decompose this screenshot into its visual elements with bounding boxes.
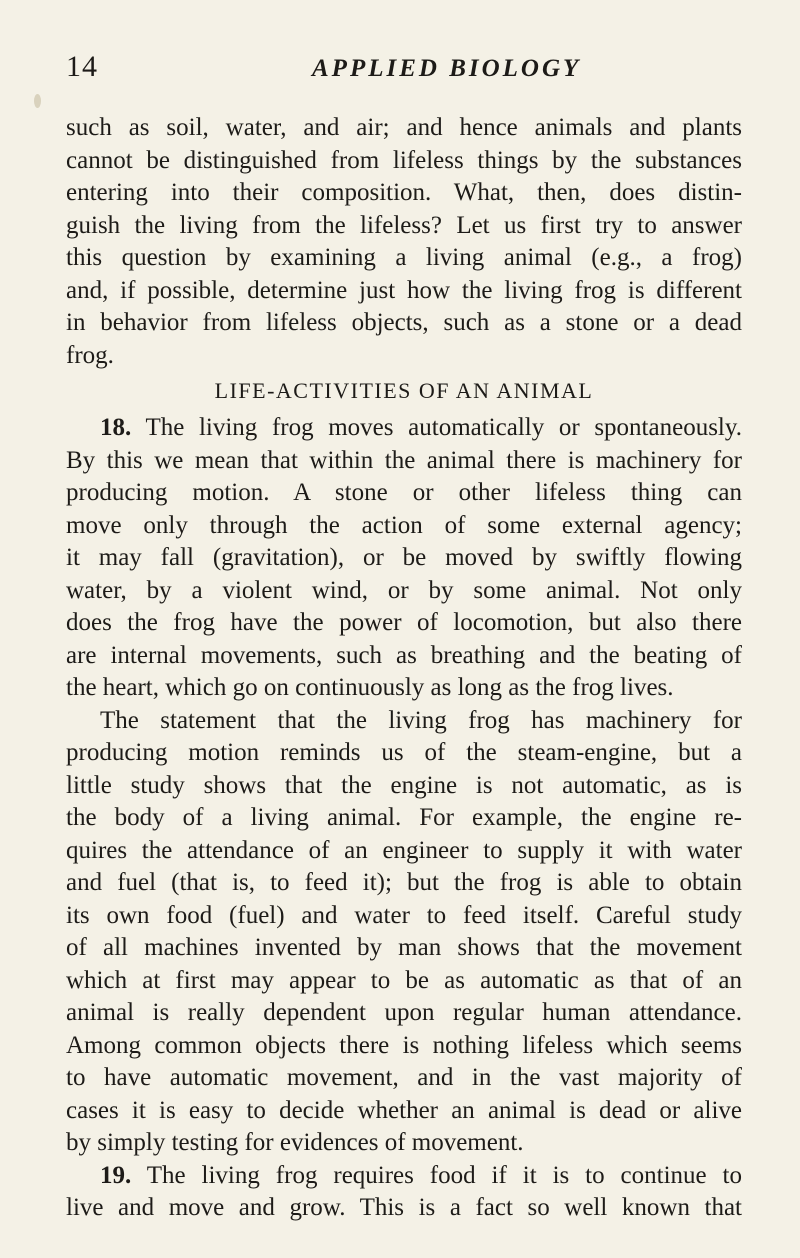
page-number: 14 [66, 50, 98, 83]
text-line: producing motion. A stone or other lifeless thing can [66, 479, 742, 506]
page-header [66, 50, 741, 94]
text-line: cases it is easy to decide whether an animal is dead or alive [66, 1096, 742, 1124]
text-line: quires the attendance of an engineer to supply it with water [66, 836, 742, 864]
text-line: by simply testing for evidences of movement. [66, 1129, 524, 1156]
text-line: frog. [66, 341, 114, 369]
text-line: its own food (fuel) and water to feed itself. Careful study [66, 901, 742, 929]
text-line: this question by examining a living animal (e.g., a frog) [66, 244, 742, 271]
text-line: the body of a living animal. For example, the engine re- [66, 804, 742, 831]
text-line: in behavior from lifeless objects, such as a stone or a dead [66, 309, 742, 336]
paper-speck [34, 94, 41, 108]
text-line: the heart, which go on continuously as long as the frog lives. [66, 674, 674, 701]
running-title: APPLIED BIOLOGY [312, 55, 582, 82]
text-line: of all machines invented by man shows that the movement [66, 934, 742, 961]
text-line: entering into their composition. What, then, does distin- [66, 179, 742, 206]
text-line: and, if possible, determine just how the living frog is different [66, 276, 742, 304]
paragraph-number: 19. [100, 1161, 132, 1189]
text-line: The living frog moves automatically or spontaneously. [145, 414, 742, 441]
text-line: move only through the action of some external agency; [66, 511, 742, 539]
text-line: cannot be distinguished from lifeless things by the substances [66, 146, 742, 174]
text-line: The living frog requires food if it is to continue to [146, 1161, 742, 1189]
text-line: to have automatic movement, and in the vast majority of [66, 1064, 742, 1091]
text-line: and fuel (that is, to feed it); but the frog is able to obtain [66, 869, 742, 896]
text-line: water, by a violent wind, or by some animal. Not only [66, 576, 742, 604]
paragraph-number: 18. [100, 414, 132, 441]
text-line: are internal movements, such as breathing and the beating of [66, 641, 742, 669]
text-line: Among common objects there is nothing lifeless which seems [66, 1031, 742, 1059]
text-line: By this we mean that within the animal there is machinery for [66, 446, 742, 474]
text-line: The statement that the living frog has machinery for [100, 706, 742, 734]
text-line: which at first may appear to be as automatic as that of an [66, 966, 742, 994]
section-heading: LIFE-ACTIVITIES OF AN ANIMAL [214, 378, 594, 403]
text-line: producing motion reminds us of the steam-engine, but a [66, 739, 742, 766]
text-line: little study shows that the engine is not automatic, as is [66, 771, 742, 799]
text-line: guish the living from the lifeless? Let us first try to answer [66, 211, 742, 239]
text-line: live and move and grow. This is a fact so well known that [66, 1194, 742, 1221]
text-line: it may fall (gravitation), or be moved by swiftly flowing [66, 544, 742, 571]
text-line: animal is really dependent upon regular human attendance. [66, 999, 742, 1026]
text-line: such as soil, water, and air; and hence animals and plants [66, 114, 742, 141]
paragraph-19-first-line [66, 1160, 742, 1193]
paragraph-18-first-line [66, 412, 742, 445]
body-text [66, 112, 742, 1225]
text-line: does the frog have the power of locomotion, but also there [66, 609, 742, 636]
